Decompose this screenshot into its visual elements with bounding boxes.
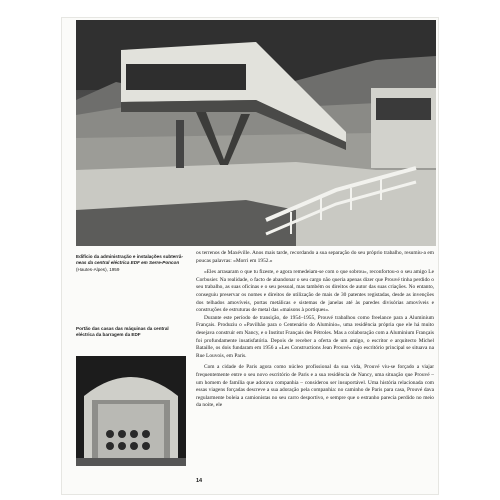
small-photo-caption <box>76 326 188 339</box>
page-number: 14 <box>196 478 203 484</box>
main-photo-caption <box>76 254 188 273</box>
main-photo <box>76 20 436 246</box>
paragraph: os terrenos de Maxéville. Anos mais tarde, recordando a sua separação do seu próprio trabalho, resumiu-a em poucas palavras: «Morri em 1952.» <box>196 250 434 264</box>
paragraph: «Eles arrasaram o que tu fizeste, e agora remedeiam-se com o que sobrou», reconfortou-o o seu amigo Le Corbusier. Na realidade, o facto de abandonar o seu cargo não queria apenas dizer que Prouvé tinha perdido o seu trabalho, as suas oficinas e o seu pessoal, mas também os direitos de autor das suas criações. No entanto, conseguiu preservar os nomes e direitos de utilização de mais de 30 patentes registadas, desde as invenções dos telhados amovíveis, portas metálicas e sistemas de janelas até às paredes divisórias amovíveis e construções de estruturas de metal das «maisons à portiques». <box>196 269 434 314</box>
paragraph: Durante este período de transição, de 1954–1955, Prouvé trabalhou como freelance para a Aluminium Français. Produziu o «Pavilhão para o Centenário do Alumínio», uma residência própria que ele há muito desejava construir em Nancy, e o Institut Français des Pétroles. Mas a colaboração com a Aluminium Français foi profundamente insatisfatória. Depois de receber a oferta de um amigo, o escritor e arquitecto Michel Bataille, os dois fundaram em 1956 a «Les Constructions Jean Prouvé» cujo escritório principal se situava na Rue Louvois, em Paris. <box>196 314 434 359</box>
caption-line: (Hautes-Alpes), 1959 <box>76 266 120 272</box>
caption-line: Edifício da administração e instalações subterrâ- <box>76 254 183 259</box>
small-photo <box>76 356 186 466</box>
body-text <box>196 250 434 410</box>
caption-line-italic: neas da central eléctrica EDF em Serre-Poncon <box>76 260 180 266</box>
caption-line: eléctrica da barragem da EDF <box>76 332 141 338</box>
caption-line: Portão das casas das máquinas da central <box>76 326 169 331</box>
paragraph: Com a cidade de Paris agora como núcleo profissional da sua vida, Prouvé viu-se forçado a viajar frequentemente entre o seu novo escritório de Paris e a sua residência de Nancy, uma situação que Prouvé – um homem de família que adorava companhia – considerou ser insuportável. Uma história relacionada com essas viagens forçadas descreve a sua adoração pela companhia: no caminho de Paris para casa, Prouvé dava regularmente boleia a camionistas no seu carro desportivo, e sempre que o estranho parecia perdido no meio da noite, ele <box>196 364 434 409</box>
